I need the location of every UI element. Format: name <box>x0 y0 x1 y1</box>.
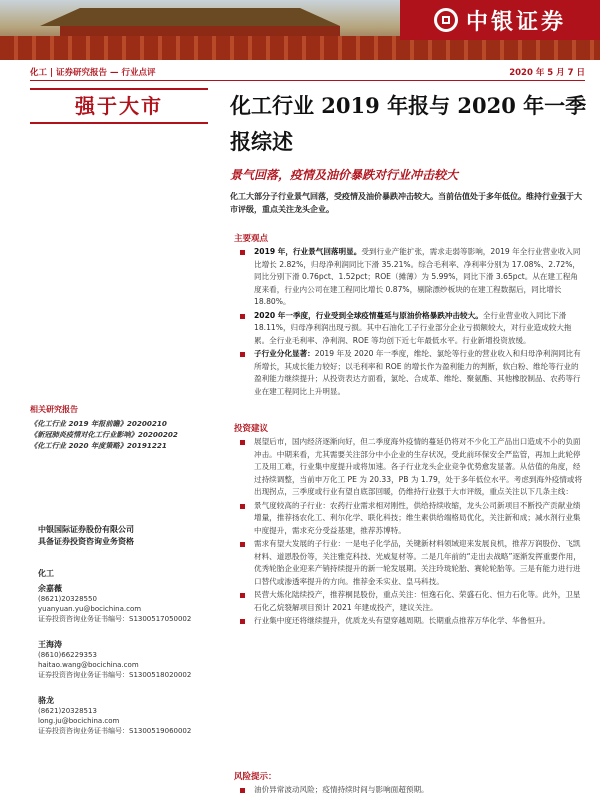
analyst-email[interactable]: long.ju@bocichina.com <box>38 717 120 725</box>
analyst-card <box>38 584 208 624</box>
analyst-phone: (8610)66229353 <box>38 651 97 659</box>
bullet-text: 行业集中度还将继续提升，优质龙头有望穿越周期。长期重点推荐万华化学、华鲁恒升。 <box>254 616 551 625</box>
report-date: 2020 年 5 月 7 日 <box>509 68 585 78</box>
bullet-item <box>234 436 585 499</box>
risk-title: 风险提示： <box>234 772 277 782</box>
report-title: 化工行业 2019 年报与 2020 年一季报综述 <box>230 93 587 154</box>
bullet-text: 受到行业产能扩张，需求走弱等影响，2019 年全行业营业收入同比增长 2.82%，归母净利润同比下滑 35.21%。综合毛利率、净利率分别为 17.08%、2.72%，同比分别下滑 0.76pct、1.52pct；ROE（摊薄）为 5.99%，同比下滑 3.65pct。从在建工程角度来看，行业内公司在建工程同比增长 0.87%，剔除漂纱板块的在建工程数据后，同比增长 18.80%。 <box>254 247 581 306</box>
related-report-link[interactable]: 《化工行业 2020 年度策略》20191221 <box>30 441 167 450</box>
bullet-square-icon <box>240 542 245 547</box>
bullet-square-icon <box>240 250 245 255</box>
bullet-square-icon <box>240 504 245 509</box>
bullet-item <box>234 589 585 614</box>
firm-info <box>38 524 208 548</box>
related-report-link[interactable]: 《新冠肺炎疫情对化工行业影响》20200202 <box>30 430 178 439</box>
bullet-square-icon <box>240 788 245 793</box>
analyst-name: 骆龙 <box>38 696 54 705</box>
header-divider <box>30 80 585 81</box>
related-reports-title: 相关研究报告 <box>30 405 78 414</box>
bullet-item <box>234 784 585 797</box>
report-header <box>30 64 585 78</box>
bullet-text: 民营大炼化陆续投产，推荐桐昆股份，重点关注：恒逸石化、荣盛石化、恒力石化等。此外，卫星石化乙烷裂解项目预计 2021 年建成投产，建议关注。 <box>254 590 581 612</box>
analyst-email[interactable]: yuanyuan.yu@bocichina.com <box>38 605 142 613</box>
bullet-square-icon <box>240 619 245 624</box>
report-subtitle: 景气回落，疫情及油价暴跌对行业冲击较大 <box>230 168 459 182</box>
bullet-square-icon <box>240 314 245 319</box>
palace-eave <box>60 26 340 36</box>
firm-name: 中银国际证券股份有限公司 <box>38 525 134 534</box>
bullet-text: 展望后市，国内经济逐渐向好，但二季度海外疫情的蔓延仍将对不少化工产品出口造成不小的负面冲击。中期来看，尤其需要关注部分中小企业的生存状况，受此前环保安全严监管，再加上此轮停工及用工难，行业集中度提升或将加速。各子行业龙头企业竞争优势愈发显著。从估值的角度，经过持续调整，当前申万化工 PE 为 20.33，PB 为 1.79，处于多年低位水平。考虑到海外疫情或将出现拐点，三季度或行业有望自底部回暖，仍维持行业强于大市评级，重点关注以下几条主线： <box>254 437 583 496</box>
bullet-lead: 子行业分化显著： <box>254 349 315 358</box>
brand-name: 中银证券 <box>465 9 566 35</box>
bullet-square-icon <box>240 440 245 445</box>
bullet-square-icon <box>240 352 245 357</box>
analyst-cert: 证券投资咨询业务证书编号：S1300517050002 <box>38 615 192 623</box>
brand-block <box>400 0 600 40</box>
bullet-item <box>234 538 585 588</box>
related-reports <box>30 404 208 451</box>
related-report-link[interactable]: 《化工行业 2019 年报前瞻》20200210 <box>30 419 167 428</box>
investment-list <box>234 436 585 629</box>
report-category: 化工 | 证券研究报告 — 行业点评 <box>30 68 156 78</box>
bullet-item <box>234 310 585 348</box>
firm-qualification: 具备证券投资咨询业务资格 <box>38 537 134 546</box>
analyst-phone: (8621)20328550 <box>38 595 97 603</box>
bullet-item <box>234 500 585 538</box>
bullet-text: 2019 年及 2020 年一季度，维纶、氯纶等行业的营业收入和归母净利润同比有所增长，其成长能力较好；以毛利率和 ROE 的增长作为盈利能力的判断，软白粉、维纶等行业的盈利能力继续提升；从投资表达方面看，氯纶、合成革、维纶、聚氨酯、其他橡胶制品、农药等行业在建工程同比上升明显。 <box>254 349 581 396</box>
industry-rating: 强于大市 <box>30 88 208 124</box>
risk-list <box>234 784 585 798</box>
main-points-list <box>234 246 585 399</box>
bullet-item <box>234 348 585 398</box>
bullet-text: 需求有望大发展的子行业：一是电子化学品，关键新材料领域迎来发展良机，推荐万润股份、飞凯材料、道恩股份等，关注雅克科技、光威复材等。二是几年前的“走出去战略”逐渐发挥重要作用，优秀轮胎企业迎来产销持续提升的新一轮发展期。关注玲珑轮胎、赛轮轮胎等。三是有能力进行进口替代或渗透率提升的方向。推荐金禾实业、皇马科技。 <box>254 539 581 586</box>
header-banner <box>0 0 600 60</box>
sector-label: 化工 <box>38 569 54 578</box>
bullet-lead: 2019 年，行业景气回落明显。 <box>254 247 362 256</box>
analyst-name: 余嘉薇 <box>38 584 62 593</box>
analyst-phone: (8621)20328513 <box>38 707 97 715</box>
analyst-email[interactable]: haitao.wang@bocichina.com <box>38 661 139 669</box>
analyst-card <box>38 696 208 736</box>
main-points-title: 主要观点 <box>234 234 269 244</box>
analyst-card <box>38 640 208 680</box>
bullet-item <box>234 246 585 309</box>
boc-logo-icon <box>434 8 458 32</box>
investment-title: 投资建议 <box>234 424 269 434</box>
analyst-cert: 证券投资咨询业务证书编号：S1300519060002 <box>38 727 192 735</box>
analyst-name: 王海涛 <box>38 640 62 649</box>
palace-roof <box>40 8 340 26</box>
bullet-lead: 2020 年一季度，行业受到全球疫情蔓延与原油价格暴跌冲击较大。 <box>254 310 483 320</box>
report-summary: 化工大部分子行业景气回落，受疫情及油价暴跌冲击较大。当前估值处于多年低位。维持行业强于大市评级，重点关注龙头企业。 <box>230 192 582 214</box>
bullet-item <box>234 615 585 628</box>
bullet-text: 全行业营业收入同比下滑 18.11%，归母净利润出现亏损。其中石油化工子行业部分企业亏损额较大，对行业造成较大拖累。全行业毛利率、净利润、ROE 等均创下近七年最低水平。行业新增投资放缓。 <box>254 310 572 345</box>
bullet-square-icon <box>240 593 245 598</box>
bullet-text: 油价异常波动风险；疫情持续时间与影响面超预期。 <box>254 785 429 794</box>
analyst-cert: 证券投资咨询业务证书编号：S1300518020002 <box>38 671 192 679</box>
bullet-text: 景气度较高的子行业：农药行业需求相对刚性，供给持续收缩，龙头公司新项目不断投产贡献业绩增量，推荐扬农化工、利尔化学、联化科技；维生素供给端格局优化，关注新和成；减水剂行业集中度提升，需求充分受益基建，推荐苏博特。 <box>254 500 581 535</box>
